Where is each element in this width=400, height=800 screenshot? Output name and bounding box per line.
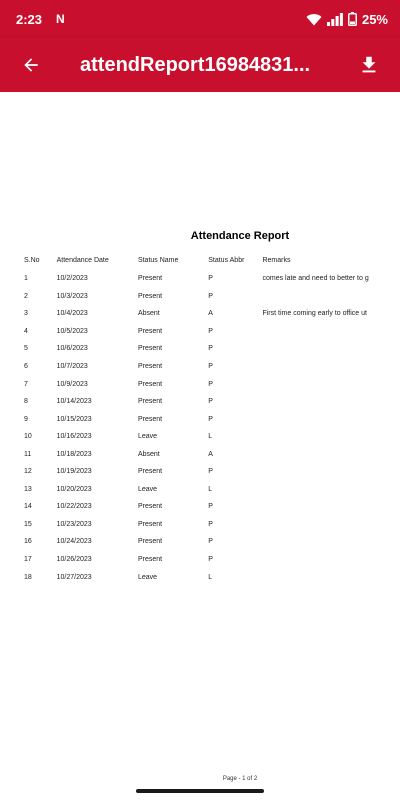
cell-remarks — [262, 516, 400, 534]
wifi-icon — [306, 13, 322, 26]
cell-remarks — [262, 551, 400, 569]
cell-status-name: Present — [137, 538, 163, 546]
cell-attendance-date: 10/22/2023 — [56, 503, 92, 511]
cell-status-name: Present — [137, 345, 163, 353]
table-row — [24, 428, 400, 446]
table-row — [24, 288, 400, 306]
cell-status-abbr: P — [208, 398, 213, 406]
cell-status-abbr: P — [208, 520, 213, 528]
cell-status-name: Leave — [137, 485, 158, 493]
attendance-table — [24, 250, 400, 586]
cell-status-name: Present — [137, 520, 163, 528]
cell-status-abbr: P — [208, 468, 213, 476]
status-bar — [0, 0, 400, 38]
status-icons — [306, 12, 388, 27]
cell-remarks — [262, 323, 400, 341]
header-attendance-date: Attendance Date — [56, 256, 109, 264]
cell-sno: 2 — [24, 292, 28, 300]
cell-status-name: Present — [137, 398, 163, 406]
cell-sno: 10 — [24, 433, 32, 441]
cell-sno: 15 — [24, 520, 32, 528]
battery-percent: 25% — [361, 11, 388, 27]
table-row — [24, 270, 400, 288]
cell-status-name: Present — [137, 468, 163, 476]
signal-icon — [327, 13, 343, 26]
cell-attendance-date: 10/3/2023 — [56, 292, 88, 300]
cell-sno: 11 — [24, 450, 32, 458]
cell-status-name: Present — [137, 556, 163, 564]
cell-remarks — [262, 288, 400, 306]
table-row — [24, 568, 400, 586]
table-row — [24, 498, 400, 516]
cell-status-abbr: L — [208, 573, 213, 581]
page-indicator: Page - 1 of 2 — [222, 776, 258, 782]
table-row — [24, 463, 400, 481]
cell-attendance-date: 10/5/2023 — [56, 327, 88, 335]
cell-attendance-date: 10/23/2023 — [56, 520, 92, 528]
table-row — [24, 358, 400, 376]
table-row — [24, 375, 400, 393]
cell-remarks — [262, 340, 400, 358]
header-remarks: Remarks — [262, 256, 291, 264]
header-sno: S.No — [24, 256, 40, 264]
cell-attendance-date: 10/18/2023 — [56, 450, 92, 458]
navigation-bar — [0, 782, 400, 800]
table-row — [24, 393, 400, 411]
cell-status-name: Absent — [137, 310, 160, 318]
cell-attendance-date: 10/9/2023 — [56, 380, 88, 388]
cell-attendance-date: 10/19/2023 — [56, 468, 92, 476]
cell-status-name: Present — [137, 415, 163, 423]
cell-status-abbr: A — [208, 310, 213, 318]
cell-attendance-date: 10/26/2023 — [56, 556, 92, 564]
cell-status-name: Present — [137, 275, 163, 283]
cell-attendance-date: 10/20/2023 — [56, 485, 92, 493]
back-arrow-icon — [21, 55, 41, 75]
cell-status-name: Present — [137, 363, 163, 370]
cell-status-name: Leave — [137, 433, 158, 441]
battery-icon — [348, 12, 357, 26]
cell-status-abbr: P — [208, 380, 213, 388]
header-status-name: Status Name — [137, 256, 179, 264]
cell-remarks — [262, 445, 400, 463]
cell-sno: 5 — [24, 345, 28, 353]
cell-status-abbr: P — [208, 415, 213, 423]
table-row — [24, 305, 400, 323]
cell-status-abbr: L — [208, 485, 213, 493]
cell-remarks: comes late and need to better to g — [262, 275, 369, 283]
cell-status-abbr: P — [208, 503, 213, 511]
cell-attendance-date: 10/14/2023 — [56, 398, 92, 406]
cell-sno: 16 — [24, 538, 32, 546]
gesture-handle[interactable] — [136, 789, 264, 793]
cell-sno: 9 — [24, 415, 28, 423]
table-row — [24, 481, 400, 499]
cell-status-abbr: A — [208, 450, 213, 458]
cell-remarks — [262, 358, 400, 376]
cell-attendance-date: 10/16/2023 — [56, 433, 92, 441]
cell-remarks — [262, 498, 400, 516]
cell-sno: 14 — [24, 503, 32, 511]
cell-sno: 13 — [24, 485, 32, 493]
cell-remarks — [262, 410, 400, 428]
document-title: attendReport16984831... — [80, 53, 311, 76]
cell-remarks — [262, 533, 400, 551]
table-row — [24, 533, 400, 551]
cell-status-abbr: P — [208, 292, 213, 300]
cell-status-abbr: P — [208, 275, 213, 283]
cell-status-abbr: L — [208, 433, 213, 441]
header-status-abbr: Status Abbr — [208, 256, 245, 264]
cell-sno: 3 — [24, 310, 28, 318]
cell-status-abbr: P — [208, 556, 213, 564]
cell-status-name: Present — [137, 503, 163, 511]
table-row — [24, 445, 400, 463]
download-button[interactable] — [338, 38, 400, 92]
table-header-row — [24, 250, 400, 270]
cell-status-abbr: P — [208, 538, 213, 546]
cell-status-name: Present — [137, 380, 163, 388]
table-row — [24, 340, 400, 358]
cell-remarks — [262, 481, 400, 499]
cell-attendance-date: 10/24/2023 — [56, 538, 92, 546]
table-body — [24, 270, 400, 586]
notification-icon: N — [56, 12, 65, 26]
cell-sno: 18 — [24, 573, 32, 581]
report-title: Attendance Report — [190, 230, 290, 242]
cell-sno: 7 — [24, 380, 28, 388]
table-row — [24, 410, 400, 428]
cell-sno: 8 — [24, 398, 28, 406]
cell-status-abbr: P — [208, 327, 213, 335]
cell-sno: 4 — [24, 327, 28, 335]
cell-remarks — [262, 428, 400, 446]
table-row — [24, 551, 400, 569]
cell-remarks — [262, 463, 400, 481]
download-icon — [358, 54, 380, 76]
cell-attendance-date: 10/4/2023 — [56, 310, 88, 318]
cell-sno: 1 — [24, 275, 28, 283]
cell-sno: 6 — [24, 363, 28, 370]
table-row — [24, 516, 400, 534]
cell-remarks: First time coming early to office ut — [262, 310, 367, 318]
cell-status-abbr: P — [208, 363, 213, 370]
pdf-viewer[interactable] — [0, 92, 400, 782]
table-row — [24, 323, 400, 341]
cell-attendance-date: 10/27/2023 — [56, 573, 92, 581]
status-time: 2:23 — [16, 11, 43, 27]
cell-remarks — [262, 393, 400, 411]
app-bar — [0, 38, 400, 92]
cell-status-abbr: P — [208, 345, 213, 353]
cell-status-name: Leave — [137, 573, 158, 581]
cell-attendance-date: 10/15/2023 — [56, 415, 92, 423]
cell-status-name: Absent — [137, 450, 160, 458]
cell-sno: 12 — [24, 468, 32, 476]
cell-status-name: Present — [137, 292, 163, 300]
cell-remarks — [262, 568, 400, 586]
back-button[interactable] — [0, 38, 62, 92]
cell-sno: 17 — [24, 556, 32, 564]
cell-attendance-date: 10/7/2023 — [56, 363, 88, 370]
cell-remarks — [262, 375, 400, 393]
cell-attendance-date: 10/6/2023 — [56, 345, 88, 353]
cell-attendance-date: 10/2/2023 — [56, 275, 88, 283]
cell-status-name: Present — [137, 327, 163, 335]
